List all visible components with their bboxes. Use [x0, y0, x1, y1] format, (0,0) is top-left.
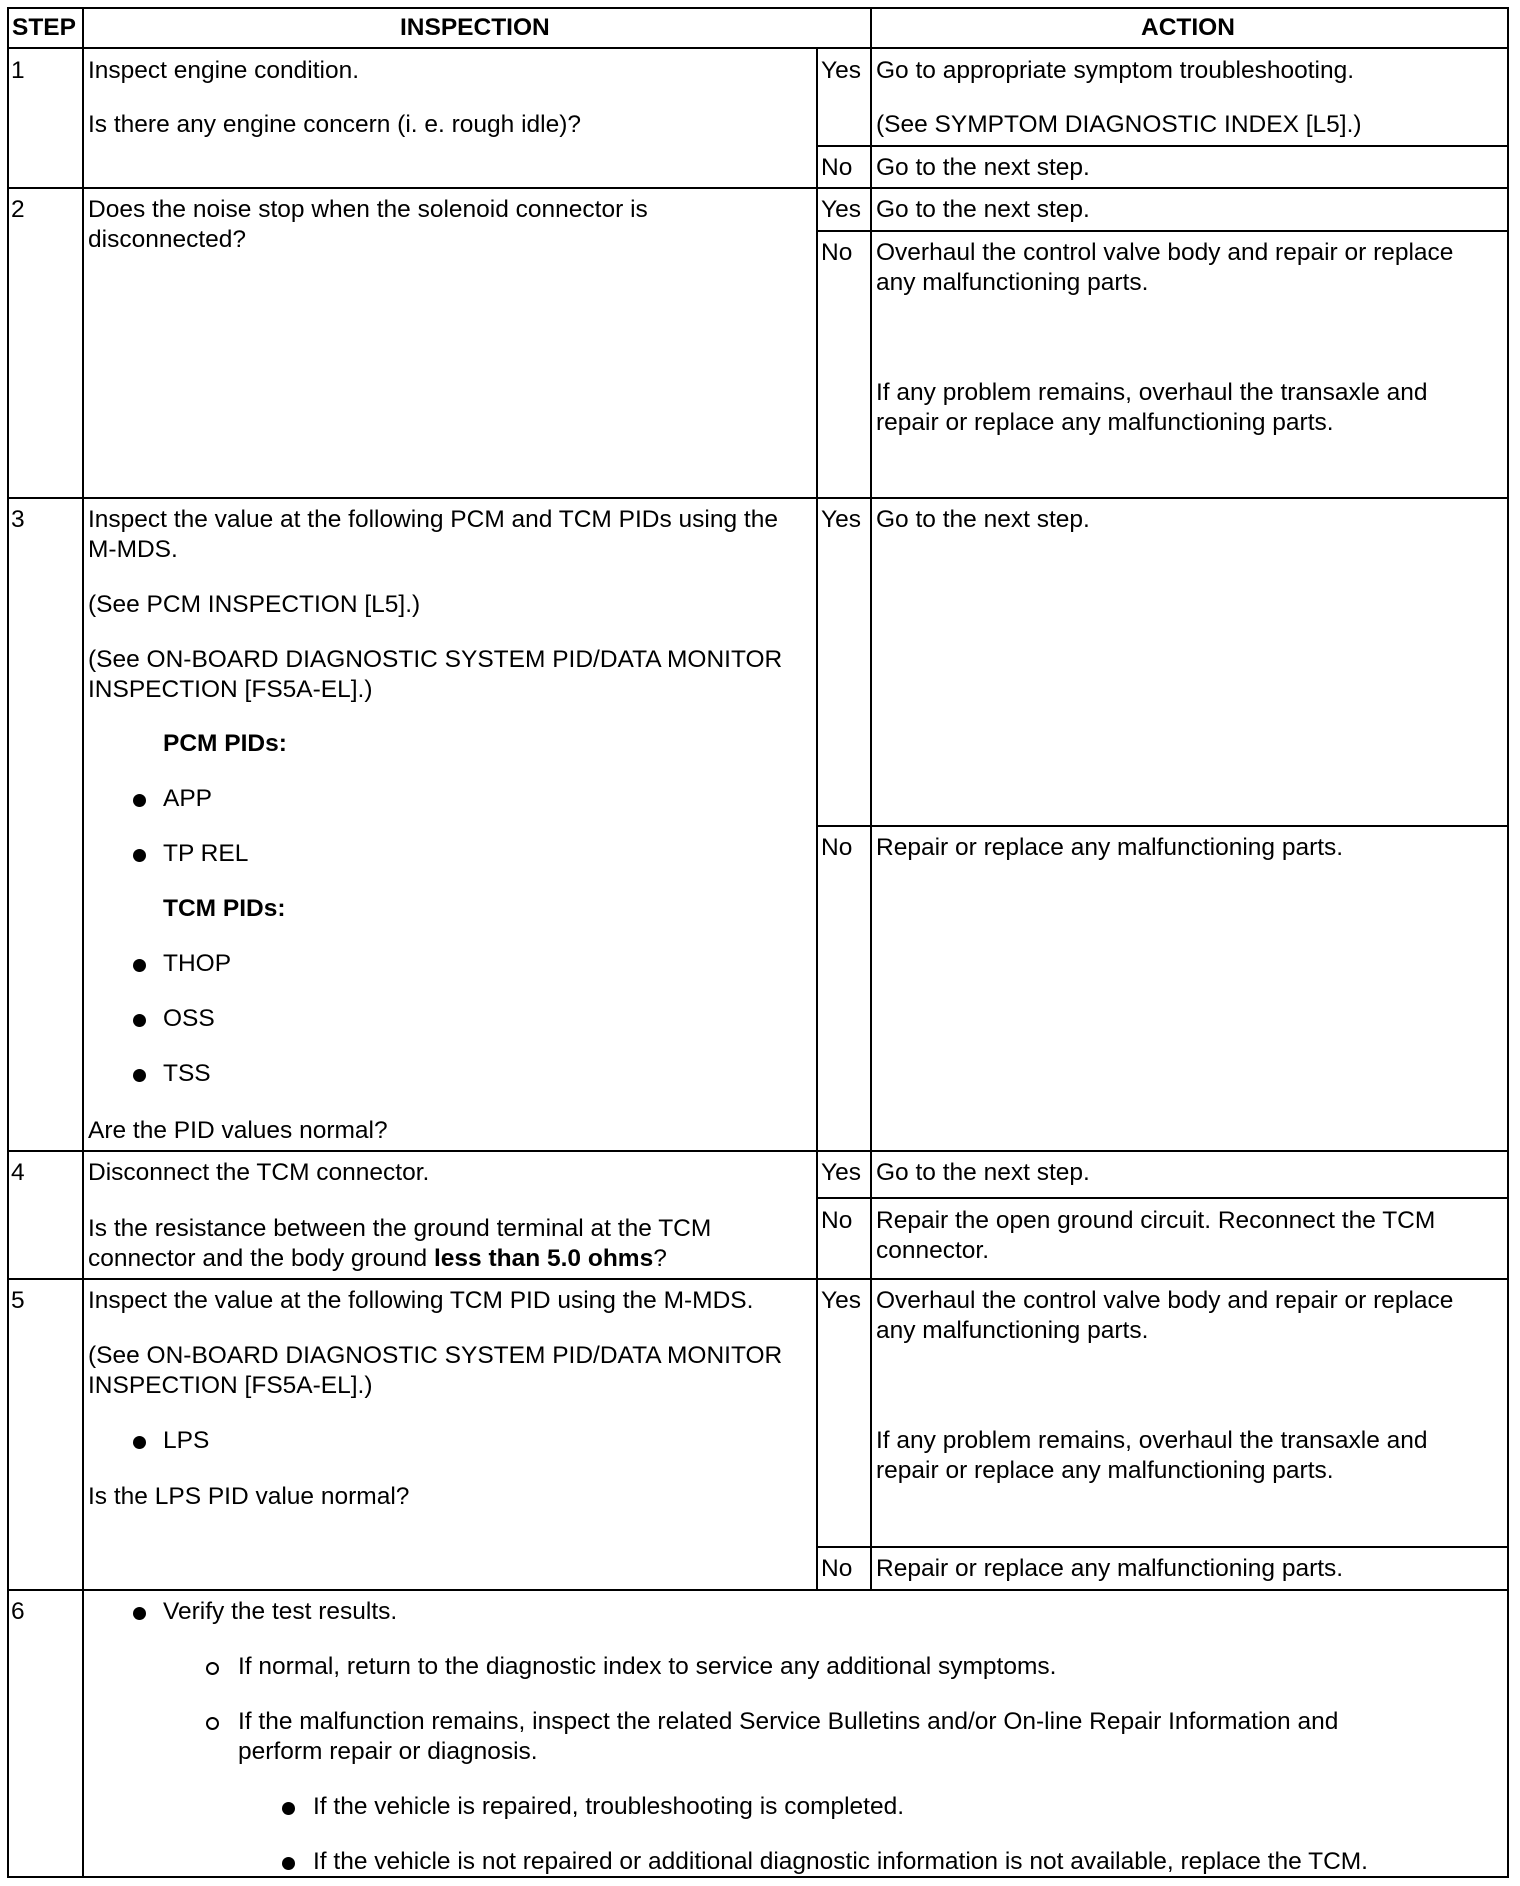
action-text: repair or replace any malfunctioning parts. — [876, 1457, 1334, 1484]
step-number: 6 — [11, 1598, 25, 1625]
bullet-icon — [133, 1069, 146, 1082]
inspection-text: (See PCM INSPECTION [L5].) — [88, 591, 421, 618]
instruction-text: If the malfunction remains, inspect the related Service Bulletins and/or On-line Repair Information and — [238, 1708, 1339, 1735]
inspection-text: M-MDS. — [88, 536, 178, 563]
action-text: Go to appropriate symptom troubleshooting. — [876, 57, 1355, 84]
hollow-bullet-icon — [206, 1717, 219, 1730]
resistance-spec: less than 5.0 ohms — [433, 1245, 654, 1272]
action-text: If any problem remains, overhaul the transaxle and — [876, 379, 1428, 406]
inspection-question: Are the PID values normal? — [88, 1117, 388, 1144]
yes-label: Yes — [821, 506, 861, 533]
step-number: 1 — [11, 57, 25, 84]
instruction-text: perform repair or diagnosis. — [238, 1738, 538, 1765]
inspection-text-part: connector and the body ground — [88, 1245, 434, 1272]
inspection-text: Is the resistance between the ground terminal at the TCM — [88, 1215, 712, 1242]
pid-item: TP REL — [163, 840, 249, 867]
pid-item: APP — [163, 785, 213, 812]
action-text: Repair or replace any malfunctioning parts. — [876, 834, 1344, 861]
header-action: ACTION — [1141, 14, 1235, 41]
tcm-pids-heading: TCM PIDs: — [163, 895, 286, 922]
action-text: Go to the next step. — [876, 154, 1090, 181]
instruction-text: If the vehicle is repaired, troubleshooting is completed. — [313, 1793, 905, 1820]
yes-label: Yes — [821, 57, 861, 84]
action-text: Go to the next step. — [876, 1159, 1090, 1186]
inspection-text: (See ON-BOARD DIAGNOSTIC SYSTEM PID/DATA MONITOR — [88, 1342, 783, 1369]
yes-label: Yes — [821, 1159, 861, 1186]
action-text: Overhaul the control valve body and repair or replace — [876, 239, 1454, 266]
step-number: 4 — [11, 1159, 25, 1186]
inspection-question: Is the LPS PID value normal? — [88, 1483, 410, 1510]
bullet-icon — [133, 1014, 146, 1027]
action-text: repair or replace any malfunctioning parts. — [876, 409, 1334, 436]
pcm-pids-heading: PCM PIDs: — [163, 730, 287, 757]
bullet-icon — [133, 1607, 146, 1620]
no-label: No — [821, 1555, 853, 1582]
instruction-text: If the vehicle is not repaired or additional diagnostic information is not available, replace the TCM. — [313, 1848, 1368, 1875]
step-number: 3 — [11, 506, 25, 533]
step-number: 5 — [11, 1287, 25, 1314]
action-text: If any problem remains, overhaul the transaxle and — [876, 1427, 1428, 1454]
instruction-text: If normal, return to the diagnostic index to service any additional symptoms. — [238, 1653, 1057, 1680]
action-text: (See SYMPTOM DIAGNOSTIC INDEX [L5].) — [876, 111, 1362, 138]
inspection-text: Disconnect the TCM connector. — [88, 1159, 430, 1186]
inspection-text: Is there any engine concern (i. e. rough idle)? — [88, 111, 582, 138]
inspection-text: (See ON-BOARD DIAGNOSTIC SYSTEM PID/DATA MONITOR — [88, 646, 783, 673]
inspection-text: Inspect the value at the following PCM and TCM PIDs using the — [88, 506, 778, 533]
inspection-text-part: ? — [653, 1245, 667, 1272]
hollow-bullet-icon — [206, 1662, 219, 1675]
action-text: Repair the open ground circuit. Reconnect the TCM — [876, 1207, 1436, 1234]
bullet-icon — [133, 849, 146, 862]
pid-item: OSS — [163, 1005, 215, 1032]
inspection-text: Inspect the value at the following TCM PID using the M-MDS. — [88, 1287, 754, 1314]
inspection-text: INSPECTION [FS5A-EL].) — [88, 1372, 373, 1399]
action-text: Go to the next step. — [876, 506, 1090, 533]
step-number: 2 — [11, 196, 25, 223]
no-label: No — [821, 154, 853, 181]
bullet-icon — [282, 1857, 295, 1870]
yes-label: Yes — [821, 196, 861, 223]
no-label: No — [821, 239, 853, 266]
pid-item: LPS — [163, 1427, 210, 1454]
bullet-icon — [133, 794, 146, 807]
inspection-text: disconnected? — [88, 226, 247, 253]
yes-label: Yes — [821, 1287, 861, 1314]
header-inspection: INSPECTION — [400, 14, 550, 41]
inspection-text: INSPECTION [FS5A-EL].) — [88, 676, 373, 703]
action-text: connector. — [876, 1237, 990, 1264]
action-text: Go to the next step. — [876, 196, 1090, 223]
action-text: any malfunctioning parts. — [876, 1317, 1149, 1344]
action-text: Overhaul the control valve body and repair or replace — [876, 1287, 1454, 1314]
pid-item: THOP — [163, 950, 232, 977]
bullet-icon — [133, 959, 146, 972]
action-text: Repair or replace any malfunctioning parts. — [876, 1555, 1344, 1582]
header-step: STEP — [12, 14, 76, 41]
action-text: any malfunctioning parts. — [876, 269, 1149, 296]
inspection-text — [88, 1244, 667, 1274]
bullet-icon — [133, 1436, 146, 1449]
no-label: No — [821, 834, 853, 861]
instruction-text: Verify the test results. — [163, 1598, 398, 1625]
inspection-text: Does the noise stop when the solenoid connector is — [88, 196, 648, 223]
inspection-text: Inspect engine condition. — [88, 57, 360, 84]
pid-item: TSS — [163, 1060, 211, 1087]
no-label: No — [821, 1207, 853, 1234]
bullet-icon — [282, 1802, 295, 1815]
